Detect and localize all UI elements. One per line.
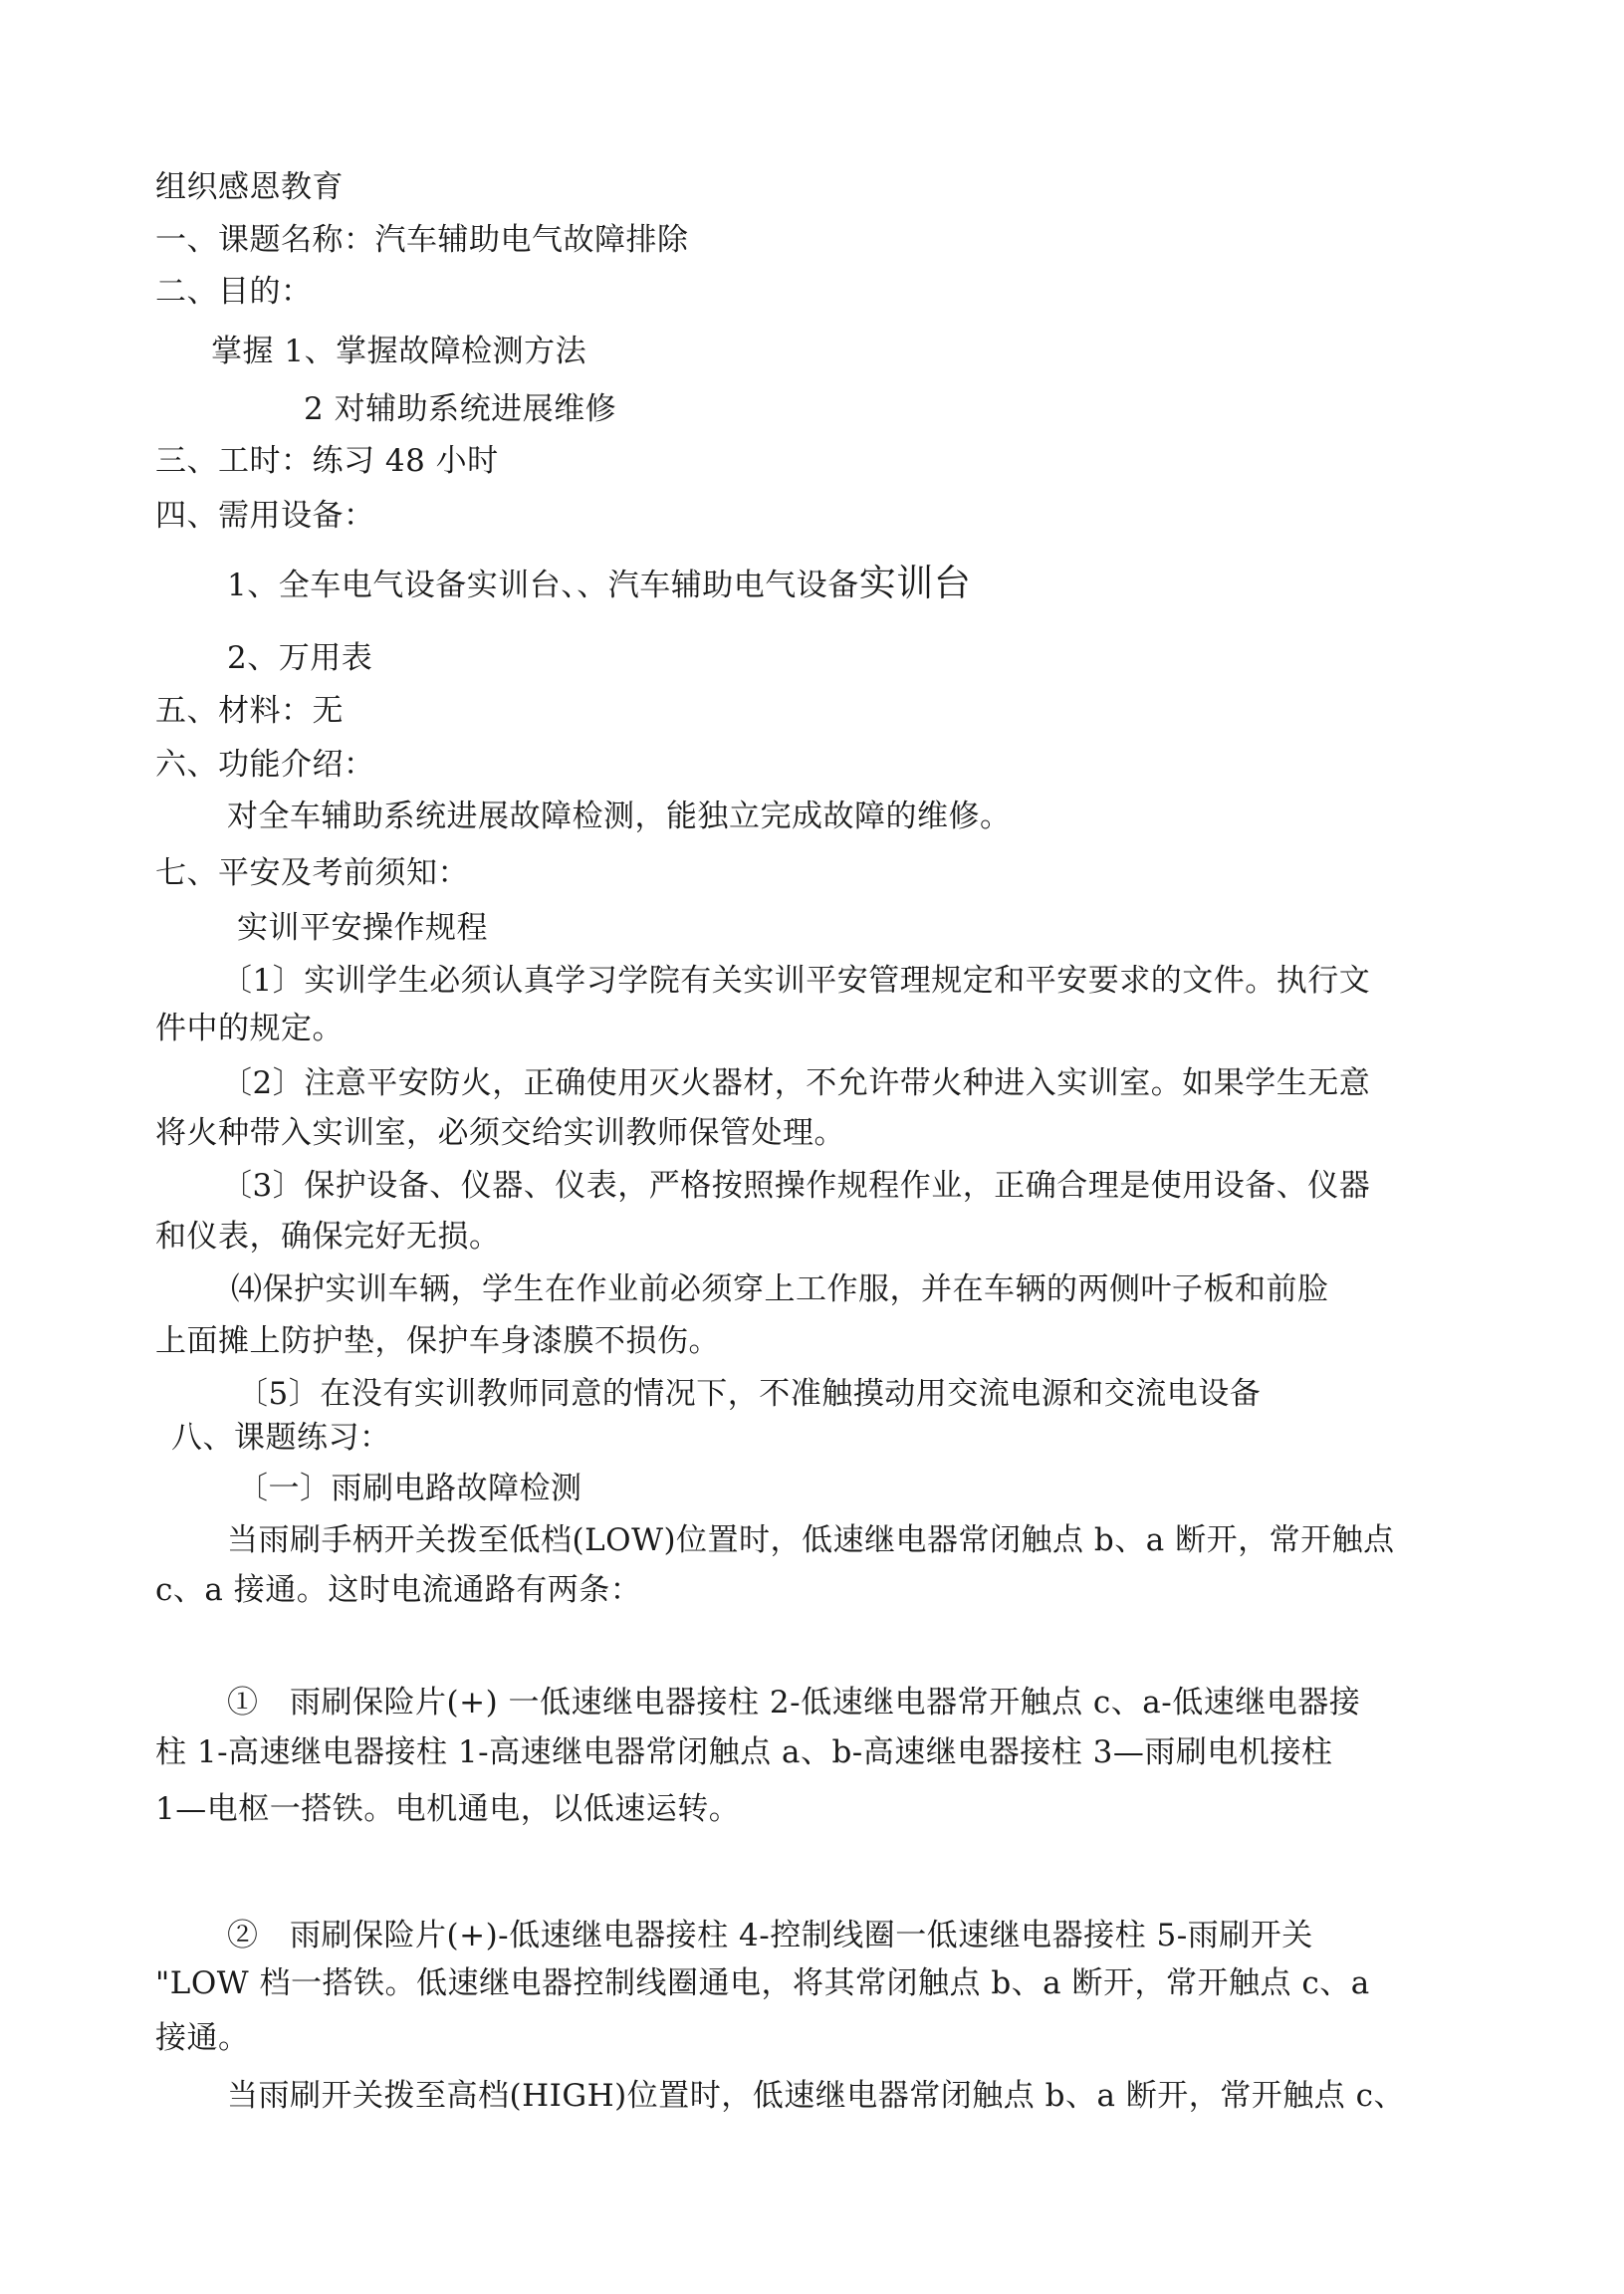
path-2-line-2: "LOW 档一搭铁。低速继电器控制线圈通电，将其常闭触点 b、a 断开，常开触点 c、a — [155, 1965, 1370, 2001]
path-1-line-1: ① 雨刷保险片(+) 一低速继电器接柱 2-低速继电器常开触点 c、a-低速继电器接 — [227, 1685, 1361, 1720]
hours-line: 三、工时：练习 48 小时 — [155, 443, 499, 479]
path-2-line-3: 接通。 — [155, 2020, 250, 2056]
safety-heading: 七、平安及考前须知： — [155, 855, 469, 891]
rule-4-line-1: ⑷保护实训车辆，学生在作业前必须穿上工作服，并在车辆的两侧叶子板和前脸 — [231, 1271, 1329, 1307]
equipment-item-1 — [227, 564, 971, 605]
high-speed-line-1: 当雨刷开关拨至高档(HIGH)位置时，低速继电器常闭触点 b、a 断开，常开触点 c、 — [227, 2078, 1406, 2114]
practice-heading: 八、课题练习： — [171, 1420, 391, 1456]
purpose-item-1: 掌握 1、掌握故障检测方法 — [211, 334, 587, 369]
function-text: 对全车辅助系统进展故障检测，能独立完成故障的维修。 — [227, 799, 1012, 834]
rule-3-line-2: 和仪表，确保完好无损。 — [155, 1219, 501, 1255]
rule-4-line-2: 上面摊上防护垫，保护车身漆膜不损伤。 — [155, 1323, 720, 1359]
path-1-line-2: 柱 1-高速继电器接柱 1-高速继电器常闭触点 a、b-高速继电器接柱 3—雨刷电机接柱 — [155, 1734, 1333, 1770]
rule-1-line-1: 〔1〕实训学生必须认真学习学院有关实训平安管理规定和平安要求的文件。执行文 — [221, 963, 1371, 999]
path-1-line-3: 1—电枢一搭铁。电机通电，以低速运转。 — [155, 1791, 741, 1827]
rule-5-line: 〔5〕在没有实训教师同意的情况下，不准触摸动用交流电源和交流电设备 — [237, 1376, 1262, 1412]
purpose-heading: 二、目的： — [155, 274, 313, 310]
course-name: 一、课题名称：汽车辅助电气故障排除 — [155, 222, 689, 258]
equipment-item-2: 2、万用表 — [227, 640, 373, 676]
equipment-item-1-emphasis: 实训台 — [858, 562, 972, 604]
rule-3-line-1: 〔3〕保护设备、仪器、仪表，严格按照操作规程作业，正确合理是使用设备、仪器 — [221, 1168, 1371, 1204]
low-speed-line-2: c、a 接通。这时电流通路有两条： — [155, 1572, 642, 1608]
equipment-item-1-text: 1、全车电气设备实训台、、汽车辅助电气设备 — [227, 568, 859, 603]
rule-2-line-2: 将火种带入实训室，必须交给实训教师保管处理。 — [155, 1115, 845, 1151]
materials-line: 五、材料：无 — [155, 693, 344, 729]
low-speed-line-1: 当雨刷手柄开关拨至低档(LOW)位置时，低速继电器常闭触点 b、a 断开，常开触点 — [227, 1522, 1395, 1558]
practice-1-title: 〔一〕雨刷电路故障检测 — [237, 1471, 582, 1506]
purpose-item-2: 2 对辅助系统进展维修 — [304, 391, 617, 427]
path-2-line-1: ② 雨刷保险片(+)-低速继电器接柱 4-控制线圈一低速继电器接柱 5-雨刷开关 — [227, 1918, 1313, 1953]
intro-line: 组织感恩教育 — [155, 169, 344, 205]
equipment-heading: 四、需用设备： — [155, 498, 375, 534]
function-heading: 六、功能介绍： — [155, 747, 375, 783]
rule-2-line-1: 〔2〕注意平安防火，正确使用灭火器材，不允许带火种进入实训室。如果学生无意 — [221, 1065, 1371, 1101]
rule-1-line-2: 件中的规定。 — [155, 1011, 344, 1046]
safety-title: 实训平安操作规程 — [237, 910, 488, 946]
